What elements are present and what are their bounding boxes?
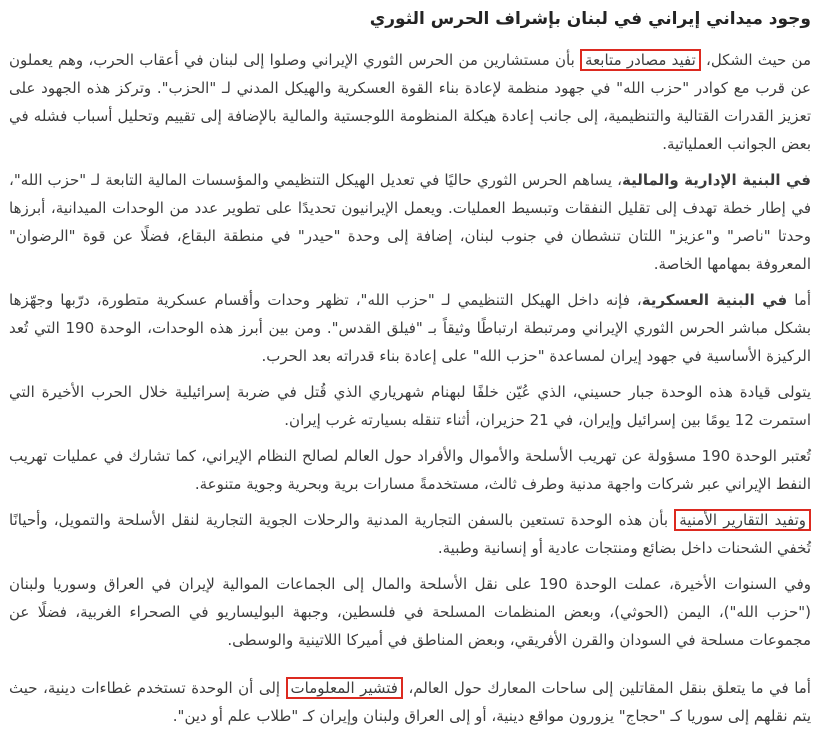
- highlight-box: فتشير المعلومات: [286, 677, 403, 699]
- bold-text: في البنية العسكرية: [641, 291, 788, 309]
- bold-text: في البنية الإدارية والمالية: [622, 171, 811, 189]
- text-run: تُعتبر الوحدة 190 مسؤولة عن تهريب الأسلحة والأموال والأفراد حول العالم لصالح النظام الإيراني، كما تشارك في عمليات تهريب النفط الإيراني عبر شركات واجهة مدنية وطرف ثالث، مستخدمةً مسارات برية وبحرية وجوية متنوعة.: [9, 447, 811, 493]
- article-body: [9, 46, 811, 730]
- text-run: بأن مستشارين من الحرس الثوري الإيراني وصلوا إلى لبنان في أعقاب الحرب، وهم يعملون عن قرب مع كوادر "حزب الله" في جهود منظمة لإعادة بناء القوة العسكرية والهيكل المدني لـ "الحزب". وتركز هذه الجهود على تعزيز القدرات القتالية والتنظيمية، إلى جانب إعادة هيكلة المنظومة اللوجستية والمالية بالإضافة إلى تقييم وتحليل أسباب فشله في بعض الجوانب العملياتية.: [9, 51, 811, 153]
- highlight-box: تفيد مصادر متابعة: [580, 49, 701, 71]
- text-run: يتولى قيادة هذه الوحدة جبار حسيني، الذي عُيّن خلفًا لبهنام شهرياري الذي قُتل في ضربة إسرائيلية خلال الحرب الأخيرة التي استمرت 12 يومًا بين إسرائيل وإيران، في 21 حزيران، أثناء تنقله بسيارته غرب إيران.: [9, 383, 811, 429]
- text-run: من حيث الشكل،: [700, 51, 812, 69]
- text-run: بأن هذه الوحدة تستعين بالسفن التجارية المدنية والرحلات الجوية التجارية لنقل الأسلحة والتمويل، وأحيانًا تُخفي الشحنات داخل بضائع ومنتجات عادية أو إنسانية وطبية.: [9, 511, 811, 557]
- article-title: وجود ميداني إيراني في لبنان بإشراف الحرس الثوري: [369, 9, 811, 29]
- text-run: أما في ما يتعلق بنقل المقاتلين إلى ساحات المعارك حول العالم،: [402, 679, 811, 697]
- text-run: ، يساهم الحرس الثوري حاليًا في تعديل الهيكل التنظيمي والمؤسسات المالية التابعة لـ "حزب الله"، في إطار خطة تهدف إلى تقليل النفقات وتبسيط العمليات. ويعمل الإيرانيون تحديدًا على تطوير عدد من الوحدات الميدانية، أبرزها وحدتا "ناصر" و"عزيز" اللتان تنشطان في جنوب لبنان، إضافة إلى وحدة "حيدر" في منطقة البقاع، فضلًا عن قوة "الرضوان" المعروفة بمهامها الخاصة.: [9, 171, 811, 273]
- text-run: وفي السنوات الأخيرة، عملت الوحدة 190 على نقل الأسلحة والمال إلى الجماعات الموالية لإيران في العراق وسوريا ولبنان ("حزب الله")، اليمن (الحوثي)، وبعض المنظمات المسلحة في فلسطين، وجبهة البوليساريو في الصحراء الغربية، فضلًا عن مجموعات مسلحة في السودان والقرن الأفريقي، وبعض المناطق في أميركا اللاتينية والوسطى.: [9, 575, 812, 649]
- text-run: أما: [787, 291, 811, 309]
- paragraph: [9, 46, 811, 158]
- paragraph: [9, 506, 811, 562]
- paragraph: [9, 570, 811, 654]
- paragraph: [9, 442, 811, 498]
- paragraph: [9, 166, 811, 278]
- paragraph: [9, 674, 811, 730]
- text-run: ، فإنه داخل الهيكل التنظيمي لـ "حزب الله"، تظهر وحدات وأقسام عسكرية متطورة، درّبها وجهّزها بشكل مباشر الحرس الثوري الإيراني ومرتبطة ارتباطًا وثيقاً بـ "فيلق القدس". ومن بين أبرز هذه الوحدات، الوحدة 190 التي تُعد الركيزة الأساسية في جهود إيران لمساعدة "حزب الله" على إعادة بناء قدراته بعد الحرب.: [9, 291, 812, 365]
- paragraph: [9, 286, 811, 370]
- text-run: إلى أن الوحدة تستخدم غطاءات دينية، حيث يتم نقلهم إلى سوريا كـ "حجاج" يزورون مواقع دينية، أو إلى العراق ولبنان وإيران كـ "طلاب علم أو دين".: [9, 679, 811, 725]
- highlight-box: وتفيد التقارير الأمنية: [674, 509, 811, 531]
- paragraph: [9, 378, 811, 434]
